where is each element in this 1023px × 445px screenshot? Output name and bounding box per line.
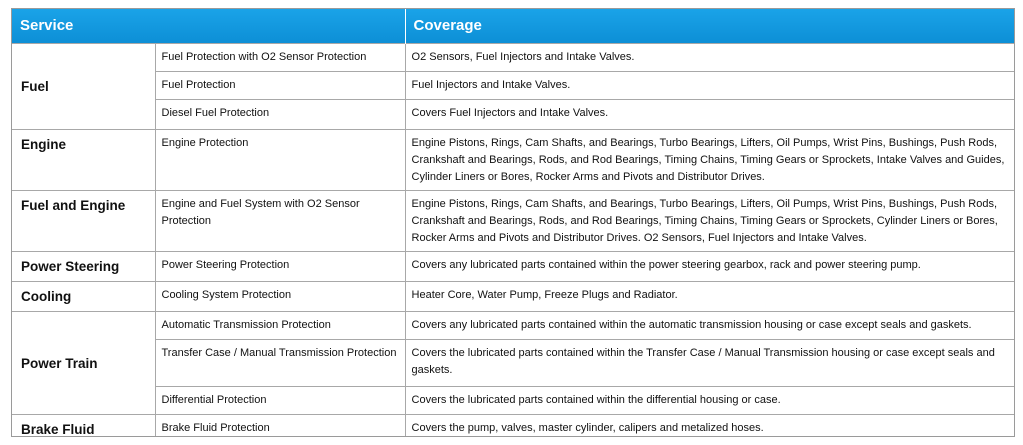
service-cell: Power Steering xyxy=(12,251,155,281)
coverage-cell: O2 Sensors, Fuel Injectors and Intake Valves. xyxy=(405,43,1014,71)
coverage-cell: Covers the lubricated parts contained within the differential housing or case. xyxy=(405,386,1014,414)
coverage-cell: Covers the pump, valves, master cylinder, calipers and metalized hoses. xyxy=(405,414,1014,437)
product-cell: Differential Protection xyxy=(155,386,405,414)
table-row xyxy=(12,99,1014,129)
service-cell: Brake Fluid xyxy=(12,414,155,437)
product-cell: Power Steering Protection xyxy=(155,251,405,281)
service-cell: Power Train xyxy=(12,311,155,414)
table-row xyxy=(12,190,1014,251)
table-body xyxy=(12,43,1014,437)
table-row xyxy=(12,414,1014,437)
table-row xyxy=(12,386,1014,414)
service-cell: Engine xyxy=(12,129,155,190)
coverage-cell: Engine Pistons, Rings, Cam Shafts, and Bearings, Turbo Bearings, Lifters, Oil Pumps, Wrist Pins, Bushings, Push Rods, Crankshaft and Bearings, Rods, and Rod Bearings, Timing Chains, Timing Gears or Sprockets, Cylinder Liners or Bores, Rocker Arms and Pivots and Distributor Drives. O2 Sensors, Fuel Injectors and Intake Valves. xyxy=(405,190,1014,251)
coverage-cell: Covers the lubricated parts contained within the Transfer Case / Manual Transmission housing or case except seals and gaskets. xyxy=(405,339,1014,386)
coverage-cell: Heater Core, Water Pump, Freeze Plugs and Radiator. xyxy=(405,281,1014,311)
coverage-cell: Covers Fuel Injectors and Intake Valves. xyxy=(405,99,1014,129)
product-cell: Automatic Transmission Protection xyxy=(155,311,405,339)
product-cell: Engine Protection xyxy=(155,129,405,190)
product-cell: Engine and Fuel System with O2 Sensor Protection xyxy=(155,190,405,251)
header-service: Service xyxy=(12,9,405,43)
product-cell: Fuel Protection with O2 Sensor Protection xyxy=(155,43,405,71)
product-cell: Transfer Case / Manual Transmission Protection xyxy=(155,339,405,386)
table-header-row xyxy=(12,9,1014,43)
table-row xyxy=(12,311,1014,339)
coverage-table xyxy=(12,9,1014,437)
table-row xyxy=(12,129,1014,190)
table-row xyxy=(12,281,1014,311)
table-row xyxy=(12,339,1014,386)
service-cell: Fuel xyxy=(12,43,155,129)
product-cell: Fuel Protection xyxy=(155,71,405,99)
product-cell: Diesel Fuel Protection xyxy=(155,99,405,129)
coverage-table-frame xyxy=(11,8,1015,437)
product-cell: Brake Fluid Protection xyxy=(155,414,405,437)
table-row xyxy=(12,71,1014,99)
service-cell: Cooling xyxy=(12,281,155,311)
coverage-cell: Fuel Injectors and Intake Valves. xyxy=(405,71,1014,99)
coverage-cell: Covers any lubricated parts contained within the automatic transmission housing or case except seals and gaskets. xyxy=(405,311,1014,339)
coverage-cell: Covers any lubricated parts contained within the power steering gearbox, rack and power steering pump. xyxy=(405,251,1014,281)
service-cell: Fuel and Engine xyxy=(12,190,155,251)
coverage-cell: Engine Pistons, Rings, Cam Shafts, and Bearings, Turbo Bearings, Lifters, Oil Pumps, Wrist Pins, Bushings, Push Rods, Crankshaft and Bearings, Rods, and Rod Bearings, Timing Chains, Timing Gears or Sprockets, Intake Valves and Guides, Cylinder Liners or Bores, Rocker Arms and Pivots and Distributor Drives. xyxy=(405,129,1014,190)
product-cell: Cooling System Protection xyxy=(155,281,405,311)
table-row xyxy=(12,43,1014,71)
table-row xyxy=(12,251,1014,281)
header-coverage: Coverage xyxy=(405,9,1014,43)
